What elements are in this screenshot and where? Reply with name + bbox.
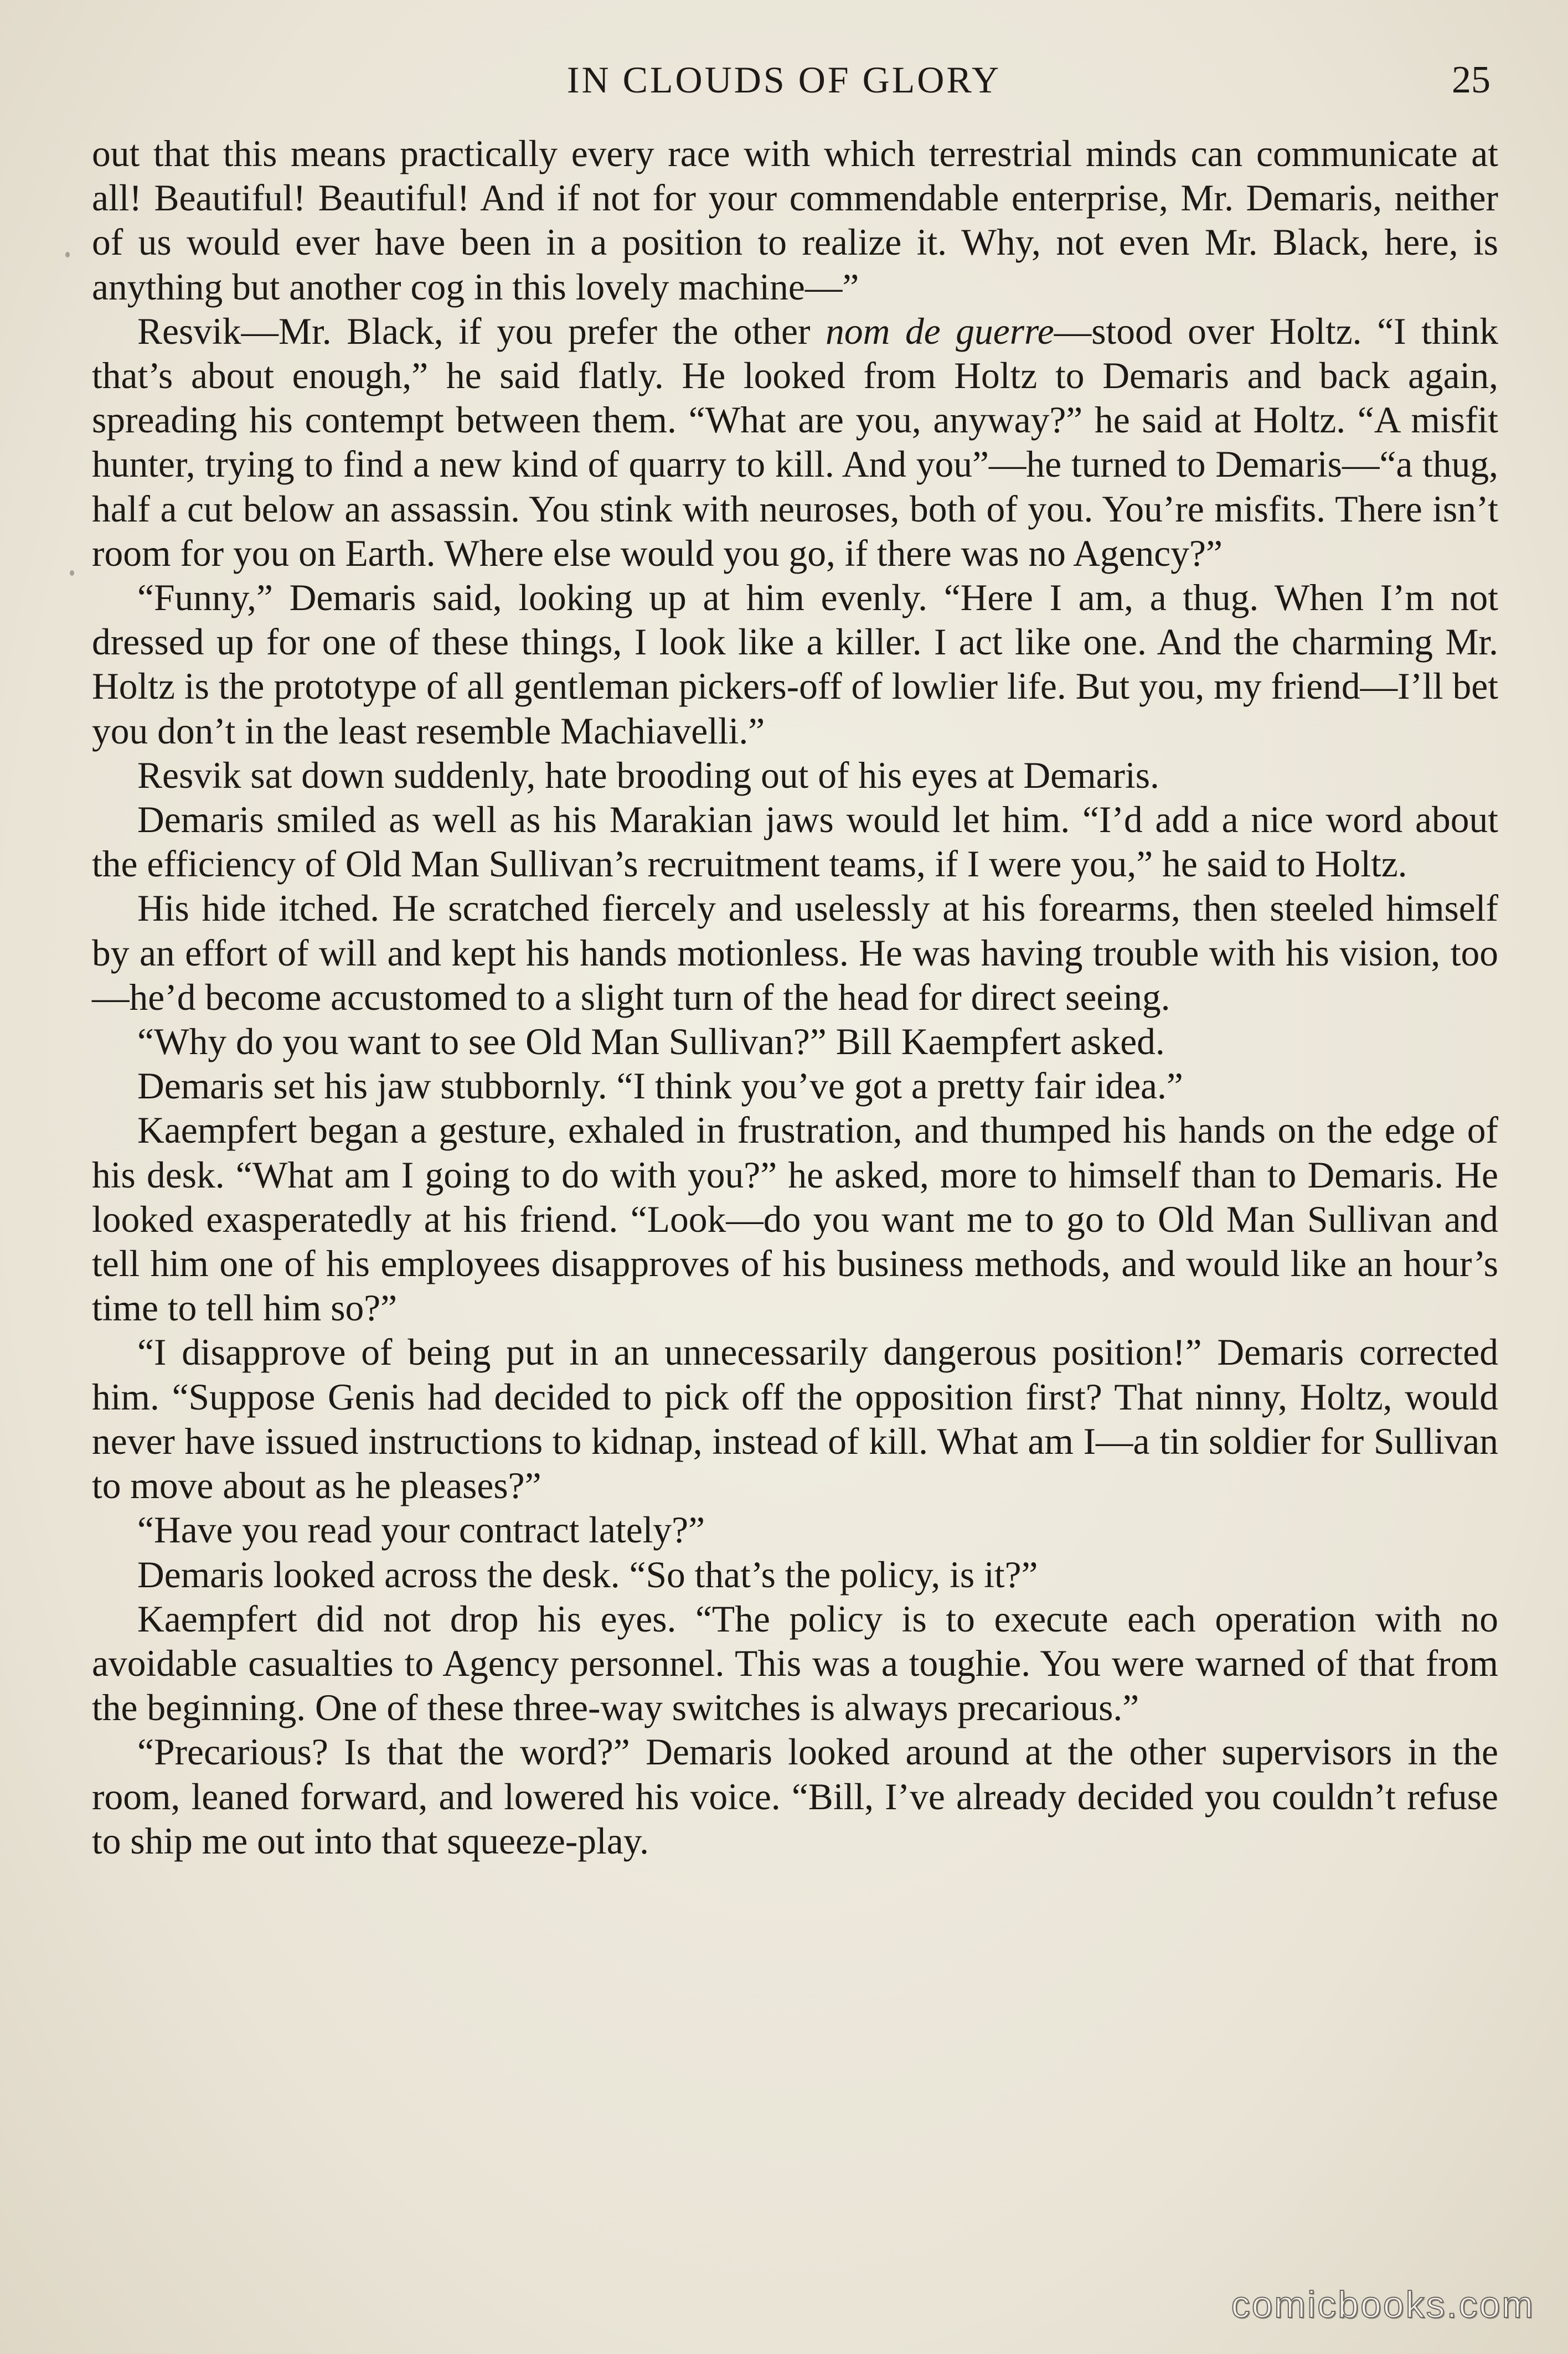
paragraph: Kaempfert did not drop his eyes. “The policy is to execute each operation with no avoidable casualties to Agency personnel. This was a toughie. You were warned of that from the beginning. One of these three-way switches is always precarious.” <box>92 1598 1498 1729</box>
paragraph: Resvik—Mr. Black, if you prefer the other nom de guerre—stood over Holtz. “I think that’s about enough,” he said flatly. He looked from Holtz to Demaris and back again, spreading his contempt between them. “What are you, anyway?” he said at Holtz. “A misfit hunter, trying to find a new kind of quarry to kill. And you”—he turned to Demaris—“a thug, half a cut below an assassin. You stink with neuroses, both of you. You’re misfits. There isn’t room for you on Earth. Where else would you go, if there was no Agency?” <box>92 310 1498 574</box>
paragraph: “I disapprove of being put in an unnecessarily dangerous position!” Demaris corrected him. “Suppose Genis had decided to pick off the opposition first? That ninny, Holtz, would never have issued instructions to kidnap, instead of kill. What am I—a tin soldier for Sullivan to move about as he pleases?” <box>92 1331 1498 1507</box>
print-speck <box>65 252 70 257</box>
paragraph: out that this means practically every race with which terrestrial minds can communicate at all! Beautiful! Beautiful! And if not for your commendable enterprise, Mr. Demaris, neither of us would ever have been in a position to realize it. Why, not even Mr. Black, here, is anything but another cog in this lovely machine—” <box>92 133 1498 308</box>
print-speck <box>70 570 74 576</box>
paragraph: “Funny,” Demaris said, looking up at him evenly. “Here I am, a thug. When I’m not dressed up for one of these things, I look like a killer. I act like one. And the charming Mr. Holtz is the prototype of all gentleman pickers-off of lowlier life. But you, my friend—I’ll bet you don’t in the least resemble Machiavelli.” <box>92 577 1498 752</box>
running-head <box>0 58 1568 108</box>
watermark-logo: comicbooks.com <box>1231 2284 1535 2326</box>
paragraph: Demaris set his jaw stubbornly. “I think you’ve got a pretty fair idea.” <box>137 1065 1183 1107</box>
paragraph: Demaris smiled as well as his Marakian jaws would let him. “I’d add a nice word about the efficiency of Old Man Sullivan’s recruitment teams, if I were you,” he said to Holtz. <box>92 799 1498 885</box>
running-title: IN CLOUDS OF GLORY <box>566 59 1002 101</box>
paragraph: His hide itched. He scratched fiercely and uselessly at his forearms, then steeled himself by an effort of will and kept his hands motionless. He was having trouble with his vision, too—he’d become accustomed to a slight turn of the head for direct seeing. <box>92 887 1498 1018</box>
paragraph: “Precarious? Is that the word?” Demaris looked around at the other supervisors in the room, leaned forward, and lowered his voice. “Bill, I’ve already decided you couldn’t refuse to ship me out into that squeeze-play. <box>92 1731 1498 1862</box>
paragraph: “Have you read your contract lately?” <box>137 1509 705 1551</box>
paragraph: Kaempfert began a gesture, exhaled in frustration, and thumped his hands on the edge of his desk. “What am I going to do with you?” he asked, more to himself than to Demaris. He looked exasperatedly at his friend. “Look—do you want me to go to Old Man Sullivan and tell him one of his employees disapproves of his business methods, and would like an hour’s time to tell him so?” <box>92 1109 1498 1329</box>
paragraph: Resvik sat down suddenly, hate brooding out of his eyes at Demaris. <box>137 754 1159 796</box>
paragraph: “Why do you want to see Old Man Sullivan?” Bill Kaempfert asked. <box>137 1021 1165 1063</box>
paragraph: Demaris looked across the desk. “So that’s the policy, is it?” <box>137 1553 1038 1596</box>
italic-phrase: nom de guerre <box>826 310 1054 352</box>
body-text <box>92 132 1498 1863</box>
page-number: 25 <box>1452 59 1490 101</box>
